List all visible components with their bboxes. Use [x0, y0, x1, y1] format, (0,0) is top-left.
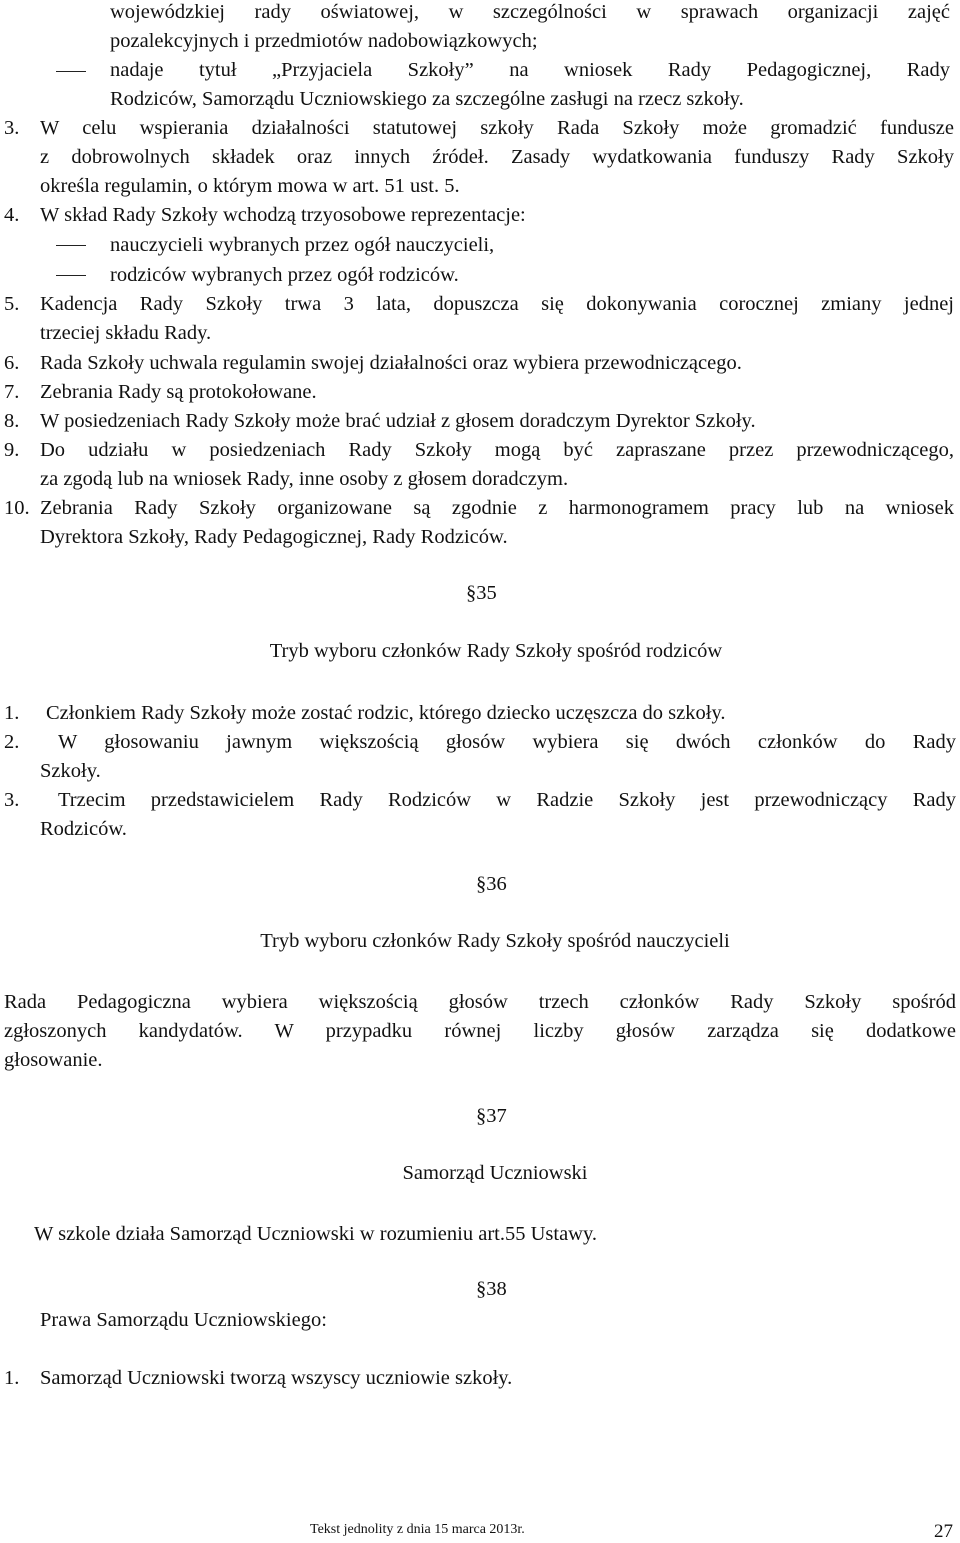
text-line: zgłoszonych kandydatów. W przypadku równej liczby głosów zarządza się dodatkowe	[4, 1020, 956, 1042]
text-line: za zgodą lub na wniosek Rady, inne osoby z głosem doradczym.	[40, 468, 569, 490]
text-line: Rodziców.	[40, 818, 127, 840]
text-line: W głosowaniu jawnym większością głosów wybiera się dwóch członków do Rady	[58, 731, 956, 753]
item-number: 1.	[4, 1367, 20, 1389]
section-heading: Prawa Samorządu Uczniowskiego:	[40, 1309, 327, 1331]
text-line: Rodziców, Samorządu Uczniowskiego za szczególne zasługi na rzecz szkoły.	[110, 88, 744, 110]
item-number: 6.	[4, 352, 20, 374]
text-line: Trzecim przedstawicielem Rady Rodziców w Radzie Szkoły jest przewodniczący Rady	[58, 789, 956, 811]
dash-bullet	[56, 245, 86, 246]
text-line: Do udziału w posiedzeniach Rady Szkoły mogą być zapraszane przez przewodniczącego,	[40, 439, 954, 461]
text-line: nadaje tytuł „Przyjaciela Szkoły” na wniosek Rady Pedagogicznej, Rady	[110, 59, 950, 81]
item-number: 10.	[4, 497, 30, 519]
section-mark	[476, 873, 507, 896]
text-line: trzeciej składu Rady.	[40, 322, 212, 344]
text-line: W posiedzeniach Rady Szkoły może brać udział z głosem doradczym Dyrektor Szkoły.	[40, 410, 756, 432]
section-sign-glyph: §	[466, 582, 477, 604]
section-heading: Tryb wyboru członków Rady Szkoły spośród rodziców	[269, 640, 723, 662]
text-line: Rada Szkoły uchwala regulamin swojej działalności oraz wybiera przewodniczącego.	[40, 352, 742, 374]
text-line: z dobrowolnych składek oraz innych źródeł. Zasady wydatkowania funduszy Rady Szkoły	[40, 146, 954, 168]
text-line: pozalekcyjnych i przedmiotów nadobowiązkowych;	[110, 30, 538, 52]
text-line: wojewódzkiej rady oświatowej, w szczególności w sprawach organizacji zajęć	[110, 1, 950, 23]
text-line: Zebrania Rady są protokołowane.	[40, 381, 317, 403]
text-line: Zebrania Rady Szkoły organizowane są zgodnie z harmonogramem pracy lub na wniosek	[40, 497, 954, 519]
text-line: W skład Rady Szkoły wchodzą trzyosobowe reprezentacje:	[40, 204, 526, 226]
section-sign-glyph: §	[476, 1105, 487, 1127]
footer-text: Tekst jednolity z dnia 15 marca 2013r.	[310, 1522, 525, 1537]
item-number: 4.	[4, 204, 20, 226]
section-number: 35	[476, 582, 497, 604]
section-number: 36	[486, 873, 507, 895]
text-line: Szkoły.	[40, 760, 101, 782]
text-line: określa regulamin, o którym mowa w art. 51 ust. 5.	[40, 175, 460, 197]
section-mark	[476, 1278, 507, 1301]
text-line: rodziców wybranych przez ogół rodziców.	[110, 264, 459, 286]
section-number: 38	[486, 1278, 507, 1300]
section-heading: Samorząd Uczniowski	[402, 1162, 588, 1184]
text-line: W szkole działa Samorząd Uczniowski w rozumieniu art.55 Ustawy.	[34, 1223, 598, 1245]
text-line: Kadencja Rady Szkoły trwa 3 lata, dopuszcza się dokonywania corocznej zmiany jednej	[40, 293, 954, 315]
dash-bullet	[56, 275, 86, 276]
item-number: 3.	[4, 789, 20, 811]
section-mark	[466, 582, 497, 605]
item-number: 2.	[4, 731, 20, 753]
item-number: 5.	[4, 293, 20, 315]
page-number: 27	[934, 1521, 953, 1542]
item-number: 7.	[4, 381, 20, 403]
text-line: głosowanie.	[4, 1049, 103, 1071]
text-line: Dyrektora Szkoły, Rady Pedagogicznej, Rady Rodziców.	[40, 526, 508, 548]
text-line: Samorząd Uczniowski tworzą wszyscy uczniowie szkoły.	[40, 1367, 513, 1389]
section-sign-glyph: §	[476, 873, 487, 895]
text-line: nauczycieli wybranych przez ogół nauczycieli,	[110, 234, 495, 256]
section-mark	[476, 1105, 507, 1128]
section-number: 37	[486, 1105, 507, 1127]
section-sign-glyph: §	[476, 1278, 487, 1300]
item-number: 1.	[4, 702, 20, 724]
item-number: 8.	[4, 410, 20, 432]
dash-bullet	[56, 71, 86, 72]
item-number: 3.	[4, 117, 20, 139]
text-line: W celu wspierania działalności statutowej szkoły Rada Szkoły może gromadzić fundusze	[40, 117, 954, 139]
text-line: Członkiem Rady Szkoły może zostać rodzic, którego dziecko uczęszcza do szkoły.	[46, 702, 726, 724]
section-heading: Tryb wyboru członków Rady Szkoły spośród nauczycieli	[260, 930, 730, 952]
item-number: 9.	[4, 439, 20, 461]
text-line: Rada Pedagogiczna wybiera większością głosów trzech członków Rady Szkoły spośród	[4, 991, 956, 1013]
